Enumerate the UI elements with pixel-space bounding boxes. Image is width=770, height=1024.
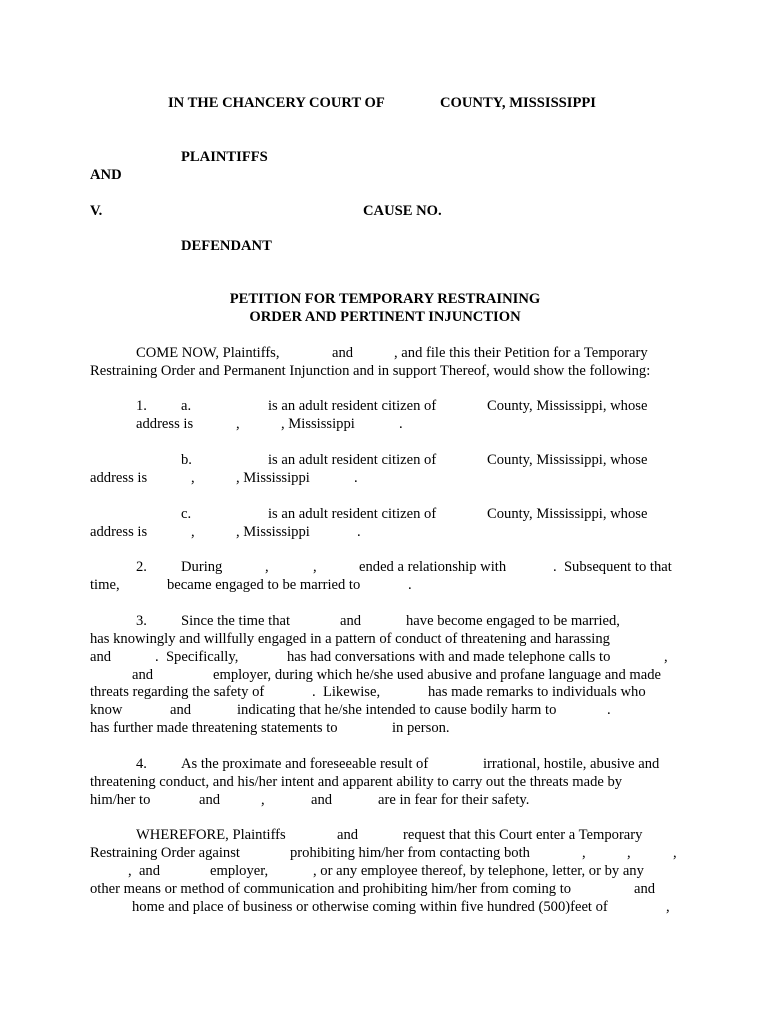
paragraph-text: . Specifically,	[155, 649, 239, 665]
versus-label: V.	[90, 203, 103, 219]
paragraph-text: County, Mississippi, whose	[487, 506, 648, 522]
paragraph-text: .	[357, 524, 361, 540]
paragraph-text: him/her to	[90, 792, 151, 808]
wherefore-text: WHEREFORE, Plaintiffs	[136, 827, 286, 843]
subparagraph-letter: b.	[181, 452, 192, 468]
intro-text: , and file this their Petition for a Temporary	[394, 345, 648, 361]
intro-text: COME NOW, Plaintiffs,	[136, 345, 280, 361]
wherefore-text: request that this Court enter a Temporary	[403, 827, 643, 843]
wherefore-text: prohibiting him/her from contacting both	[290, 845, 530, 861]
wherefore-text: ,	[627, 845, 631, 861]
paragraph-text: became engaged to be married to	[167, 577, 361, 593]
paragraph-text: have become engaged to be married,	[406, 613, 620, 629]
paragraph-text: County, Mississippi, whose	[487, 398, 648, 414]
paragraph-text: ,	[261, 792, 265, 808]
paragraph-text: threats regarding the safety of	[90, 684, 265, 700]
paragraph-text: . Likewise,	[312, 684, 381, 700]
plaintiffs-label: PLAINTIFFS	[181, 149, 268, 165]
paragraph-text: As the proximate and foreseeable result of	[181, 756, 429, 772]
paragraph-text: ,	[191, 470, 195, 486]
paragraph-text: indicating that he/she intended to cause bodily harm to	[237, 702, 557, 718]
defendant-label: DEFENDANT	[181, 238, 272, 254]
paragraph-text: and	[199, 792, 221, 808]
paragraph-text: and	[170, 702, 192, 718]
paragraph-text: is an adult resident citizen of	[268, 452, 437, 468]
paragraph-text: ,	[236, 416, 240, 432]
paragraph-text: has made remarks to individuals who	[428, 684, 646, 700]
wherefore-text: employer,	[210, 863, 269, 879]
paragraph-text: in person.	[392, 720, 450, 736]
paragraph-text: employer, during which he/she used abusive and profane language and made	[213, 667, 662, 683]
paragraph-text: are in fear for their safety.	[378, 792, 530, 808]
paragraph-text: address is	[90, 524, 148, 540]
paragraph-number: 1.	[136, 398, 147, 414]
wherefore-text: Restraining Order against	[90, 845, 240, 861]
paragraph-text: time,	[90, 577, 120, 593]
wherefore-text: , and	[128, 863, 161, 879]
wherefore-text: , or any employee thereof, by telephone, letter, or by any	[313, 863, 644, 879]
paragraph-number: 2.	[136, 559, 147, 575]
paragraph-text: During	[181, 559, 223, 575]
paragraph-text: and	[340, 613, 362, 629]
paragraph-text: , Mississippi	[281, 416, 355, 432]
paragraph-text: , Mississippi	[236, 470, 310, 486]
paragraph-text: Since the time that	[181, 613, 291, 629]
wherefore-text: and	[634, 881, 656, 897]
wherefore-text: other means or method of communication and prohibiting him/her from coming to	[90, 881, 572, 897]
paragraph-text: ,	[313, 559, 317, 575]
paragraph-text: .	[354, 470, 358, 486]
paragraph-text: has had conversations with and made telephone calls to	[287, 649, 611, 665]
paragraph-text: , Mississippi	[236, 524, 310, 540]
paragraph-text: County, Mississippi, whose	[487, 452, 648, 468]
paragraph-text: ,	[265, 559, 269, 575]
and-label: AND	[90, 167, 122, 183]
paragraph-number: 4.	[136, 756, 147, 772]
wherefore-text: ,	[673, 845, 677, 861]
paragraph-text: irrational, hostile, abusive and	[483, 756, 660, 772]
paragraph-text: has knowingly and willfully engaged in a pattern of conduct of threatening and harassing	[90, 631, 610, 647]
wherefore-text: ,	[582, 845, 586, 861]
subparagraph-letter: a.	[181, 398, 192, 414]
paragraph-text: . Subsequent to that	[553, 559, 672, 575]
paragraph-text: threatening conduct, and his/her intent and apparent ability to carry out the threats made by	[90, 774, 623, 790]
wherefore-text: ,	[666, 899, 670, 915]
paragraph-text: and	[90, 649, 112, 665]
court-title-prefix: IN THE CHANCERY COURT OF	[168, 95, 385, 111]
paragraph-text: and	[311, 792, 333, 808]
paragraph-text: and	[132, 667, 154, 683]
intro-text: Restraining Order and Permanent Injunction and in support Thereof, would show the following:	[90, 363, 651, 379]
paragraph-text: .	[607, 702, 611, 718]
petition-title-line-1: PETITION FOR TEMPORARY RESTRAINING	[229, 291, 541, 307]
petition-title-line-2: ORDER AND PERTINENT INJUNCTION	[249, 309, 521, 325]
paragraph-text: has further made threatening statements to	[90, 720, 338, 736]
wherefore-text: and	[337, 827, 359, 843]
paragraph-text: is an adult resident citizen of	[268, 506, 437, 522]
court-title-suffix: COUNTY, MISSISSIPPI	[440, 95, 596, 111]
paragraph-text: is an adult resident citizen of	[268, 398, 437, 414]
subparagraph-letter: c.	[181, 506, 192, 522]
intro-text: and	[332, 345, 354, 361]
paragraph-text: know	[90, 702, 123, 718]
cause-number-label: CAUSE NO.	[363, 203, 442, 219]
paragraph-text: address is	[90, 470, 148, 486]
paragraph-text: .	[399, 416, 403, 432]
wherefore-text: home and place of business or otherwise coming within five hundred (500)feet of	[132, 899, 608, 915]
paragraph-number: 3.	[136, 613, 147, 629]
paragraph-text: ended a relationship with	[359, 559, 507, 575]
paragraph-text: ,	[191, 524, 195, 540]
paragraph-text: .	[408, 577, 412, 593]
paragraph-text: ,	[664, 649, 668, 665]
paragraph-text: address is	[136, 416, 194, 432]
